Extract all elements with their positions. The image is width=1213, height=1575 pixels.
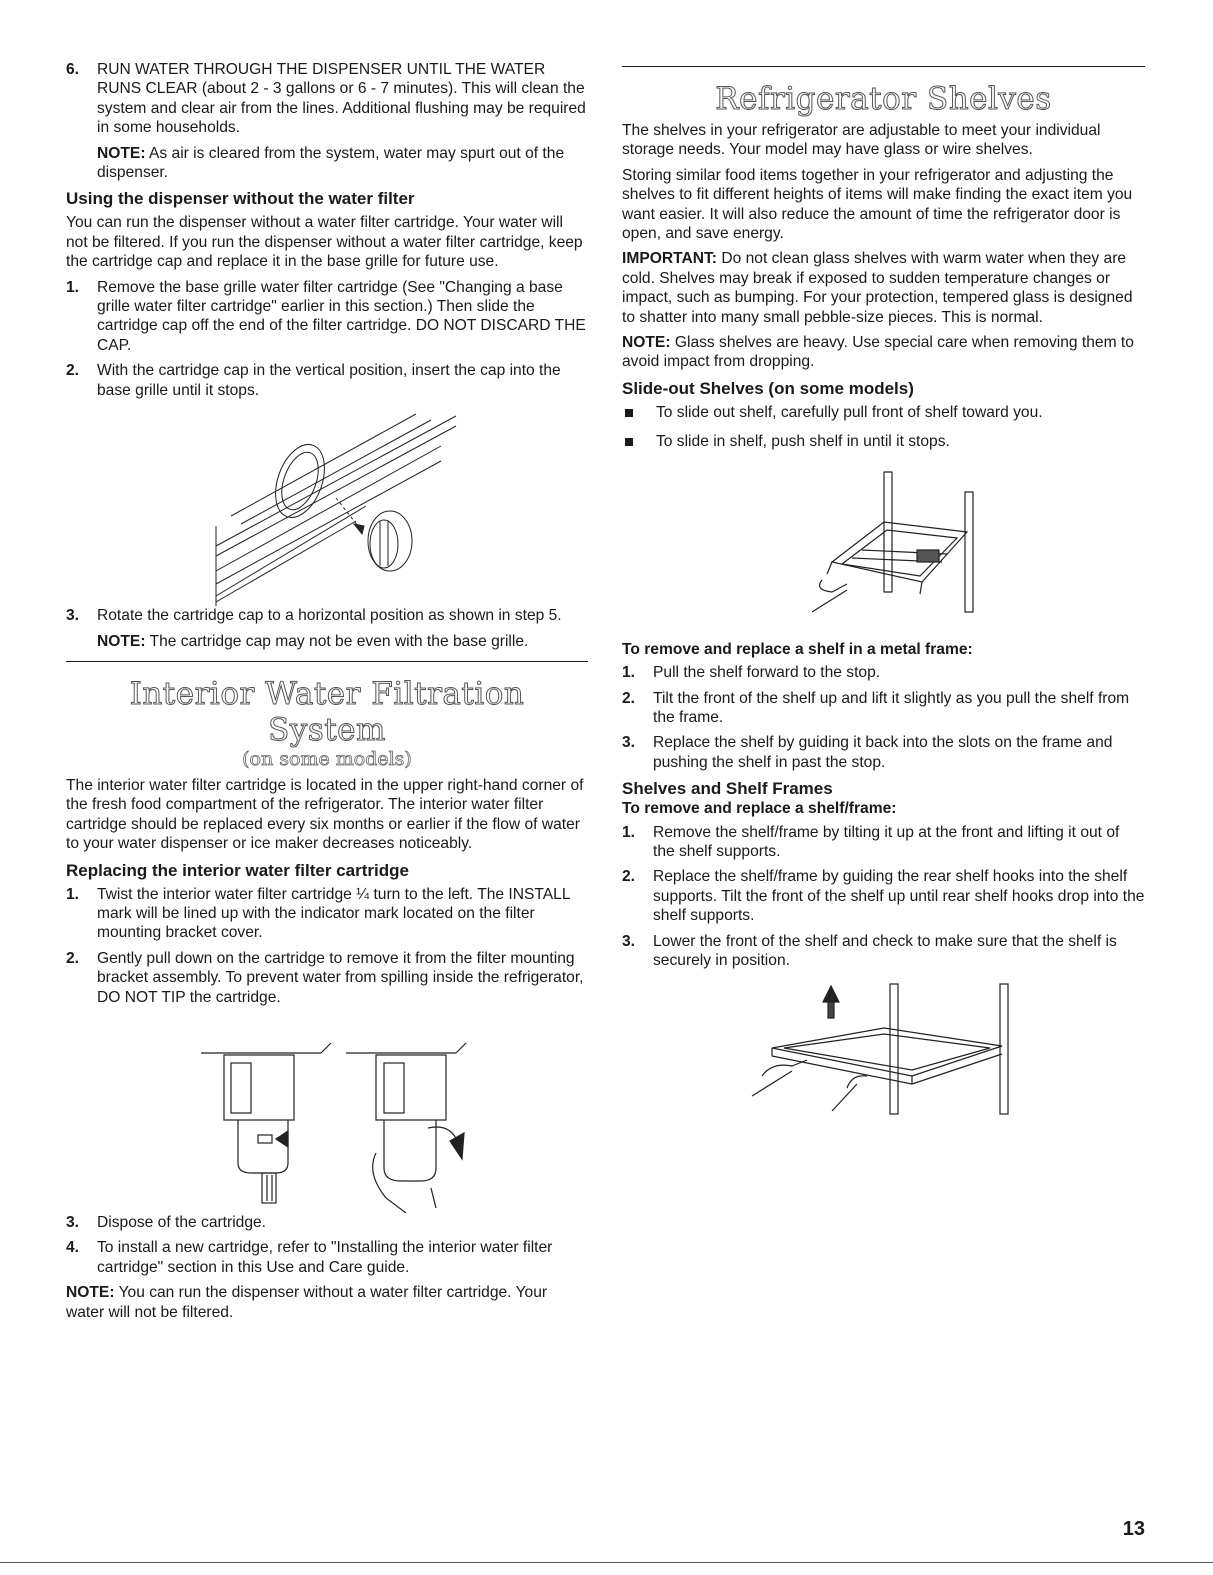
shelves-para-1: The shelves in your refrigerator are adjustable to meet your individual storage needs. Your model may have glass or wire shelves. [622,122,1101,159]
heading-slide-out: Slide-out Shelves (on some models) [622,378,914,398]
glass-note-para: NOTE: Glass shelves are heavy. Use special care when removing them to avoid impact from dropping. [622,334,1134,371]
sf-step-3: 3. Lower the front of the shelf and check to make sure that the shelf is securely in position. [622,932,1117,969]
heading-shelf-frame-remove: To remove and replace a shelf/frame: [622,800,897,818]
nf-step-3: 3. Rotate the cartridge cap to a horizontal position as shown in step 5. [66,607,562,625]
interior-filter-removal-illustration [66,1013,588,1213]
section-subtitle: (on some models) [242,747,412,770]
shelf-frame-illustration [622,976,1145,1136]
mf-step-1: 1. Pull the shelf forward to the stop. [622,664,881,682]
final-note: NOTE: You can run the dispenser without a water filter cartridge. Your water will not be filtered. [66,1284,548,1321]
slide-out-shelf-illustration [622,462,1145,632]
bullet-square-icon [625,409,633,417]
bullet-square-icon [625,438,633,446]
sf-step-2: 2. Replace the shelf/frame by guiding the rear shelf hooks into the shelf supports. Tilt the front of the shelf up until rear shelf hooks drop into the shelf supports. [622,868,1145,925]
mf-step-3: 3. Replace the shelf by guiding it back into the slots on the frame and pushing the shelf in past the stop. [622,734,1113,771]
page-number: 13 [1122,1518,1145,1540]
heading-no-filter: Using the dispenser without the water filter [66,189,415,209]
mf-step-2: 2. Tilt the front of the shelf up and lift it slightly as you pull the shelf from the frame. [622,689,1130,726]
no-filter-paragraph: You can run the dispenser without a water filter cartridge. Your water will not be filtered. If you run the dispenser without a water filter cartridge, keep the cartridge cap and replace it in the base grille for future use. [66,214,583,271]
step-6-note: NOTE: As air is cleared from the system, water may spurt out of the dispenser. [97,144,565,182]
nf-step-2: 2. With the cartridge cap in the vertical position, insert the cap into the base grille until it stops. [66,362,561,399]
sf-step-1: 1. Remove the shelf/frame by tilting it up at the front and lifting it out of the shelf supports. [622,823,1120,860]
shelves-para-2: Storing similar food items together in your refrigerator and adjusting the shelves to fit different heights of items will make finding the exact item you want easier. It will also reduce the amount of time the refrigerator door is open, and save energy. [622,166,1133,243]
section-title-refrigerator-shelves: Refrigerator Shelves [715,81,1052,117]
nf-step-1: 1. Remove the base grille water filter cartridge (See "Changing a base grille water filter cartridge" earlier in this section.) Then slide the cartridge cap off the end of the filter cartridge. DO NOT DISCARD THE CAP. [66,278,586,354]
bottom-border [0,1562,1213,1563]
rp-step-2: 2. Gently pull down on the cartridge to remove it from the filter mounting bracket assembly. To prevent water from spilling inside the refrigerator, DO NOT TIP the cartridge. [66,949,584,1006]
rp-step-1: 1. Twist the interior water filter cartridge ¼ turn to the left. The INSTALL mark will be lined up with the indicator mark located on the filter mounting bracket cover. [66,885,570,942]
step-6: 6. RUN WATER THROUGH THE DISPENSER UNTIL THE WATER RUNS CLEAR (about 2 - 3 gallons or 6 - 7 minutes). This will clean the system and clear air from the lines. Additional flushing may be required in some households. [66,61,586,137]
rp-step-3: 3. Dispose of the cartridge. [66,1213,267,1231]
heading-metal-frame: To remove and replace a shelf in a metal frame: [622,640,973,658]
heading-replacing: Replacing the interior water filter cartridge [66,860,409,880]
base-grille-cap-illustration [66,406,588,606]
bullet-slide-out: To slide out shelf, carefully pull front of shelf toward you. [622,403,1145,422]
nf-step-3-note: NOTE: The cartridge cap may not be even with the base grille. [97,632,529,650]
rp-step-4: 4. To install a new cartridge, refer to "Installing the interior water filter cartridge" section in this Use and Care guide. [66,1239,553,1276]
heading-shelf-frames: Shelves and Shelf Frames [622,779,833,799]
section-title-interior-filtration: Interior Water Filtration System [129,675,525,748]
interior-filter-paragraph: The interior water filter cartridge is located in the upper right-hand corner of the fresh food compartment of the refrigerator. The interior water filter cartridge should be replaced every six months or earlier if the flow of water to your water dispenser or ice maker decreases noticeably. [66,776,584,853]
right-column [622,66,1145,1136]
left-column [66,60,588,1328]
important-para: IMPORTANT: Do not clean glass shelves with warm water when they are cold. Shelves may break if exposed to sudden temperature changes or impact, such as bumping. For your protection, tempered glass is designed to shatter into many small pebble-size pieces. This is normal. [622,250,1133,326]
bullet-slide-in: To slide in shelf, push shelf in until it stops. [622,432,1145,451]
